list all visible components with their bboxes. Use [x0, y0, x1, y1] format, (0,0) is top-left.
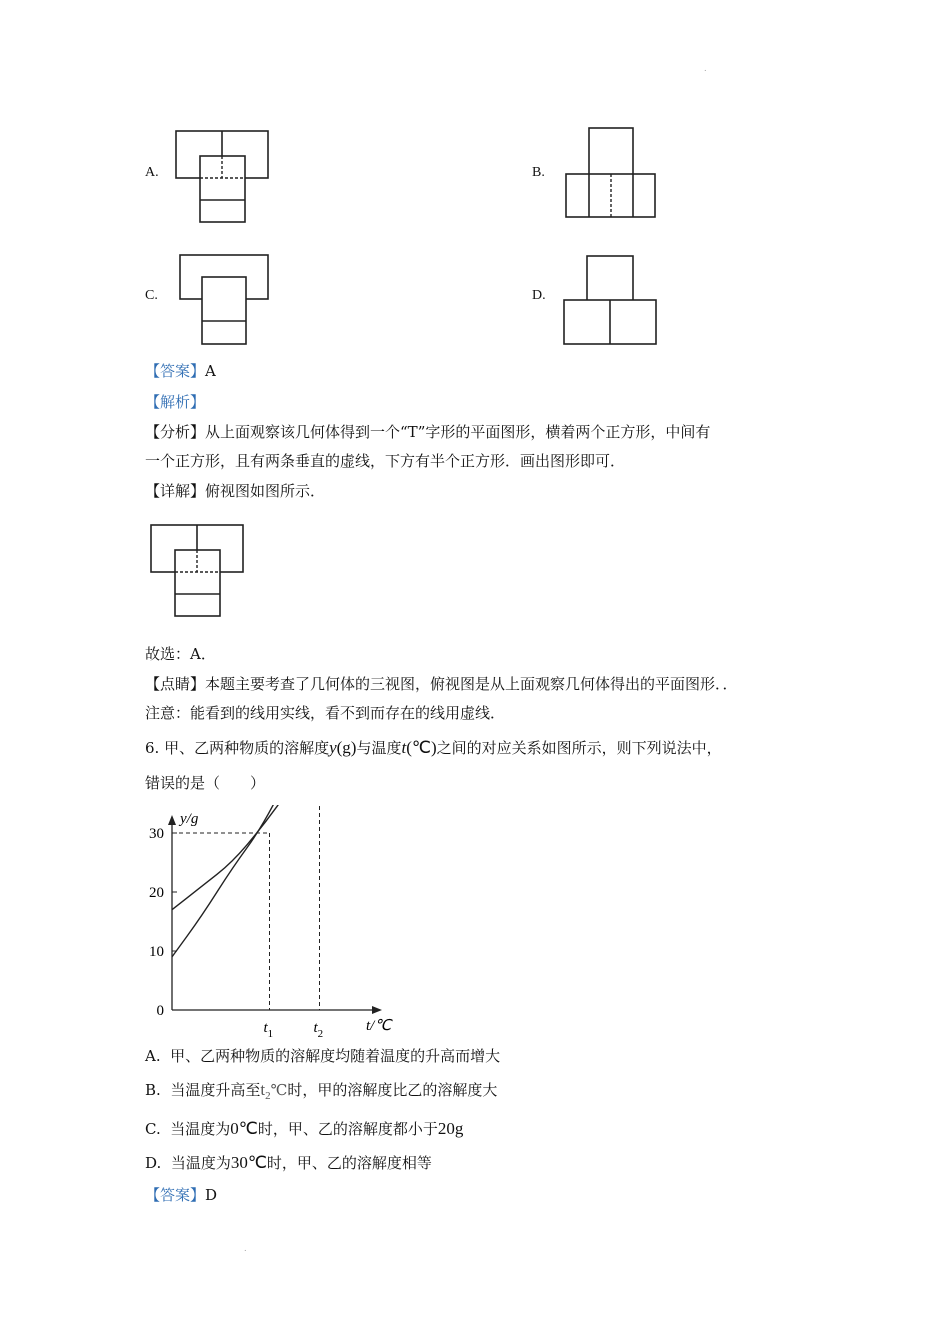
- q6-option-a-text: 甲、乙两种物质的溶解度均随着温度的升高而增大: [170, 1047, 501, 1065]
- series-line-jia: [172, 805, 352, 957]
- q6-option-d-label: D.: [145, 1154, 162, 1172]
- guxuan-line: 故选：A．: [145, 645, 216, 663]
- q6-option-b-label: B.: [145, 1081, 161, 1099]
- option-b-figure: [562, 126, 660, 221]
- dianjing-line2: 注意：能看到的线用实线，看不到而存在的线用虚线．: [145, 704, 506, 722]
- q6-option-b-post: 时，甲的溶解度比乙的溶解度大: [287, 1081, 498, 1099]
- answer-tag: 【答案】: [145, 362, 206, 380]
- option-d-label: D.: [532, 288, 546, 303]
- xiangjie-line: [145, 480, 325, 502]
- header-mark: .: [704, 64, 707, 73]
- y-tick-label-0: 0: [156, 1003, 164, 1019]
- q6-option-d-post: 时，甲、乙的溶解度相等: [266, 1154, 432, 1172]
- q6-option-c-math2: 20g: [437, 1119, 464, 1138]
- option-d-figure: [560, 253, 660, 347]
- option-c-label: C.: [145, 288, 158, 303]
- dianjing-line1: [145, 673, 738, 695]
- x-tick-label-2: $t_2$: [313, 1020, 324, 1037]
- fenxi-line1: [145, 421, 710, 443]
- q6-option-b: [145, 1079, 497, 1107]
- fenxi-tag: 【分析】: [145, 423, 206, 441]
- q6-prefix: 6. 甲、乙两种物质的溶解度: [145, 739, 330, 757]
- q6-suffix: 之间的对应关系如图所示，则下列说法中，: [436, 739, 722, 757]
- q6-t-symbol: t: [401, 738, 407, 757]
- q6-option-d-math: 30℃: [230, 1153, 267, 1172]
- x-axis-arrow: [372, 1006, 382, 1014]
- q6-option-d-pre: 当温度为: [170, 1154, 231, 1172]
- dianjing-text1: 本题主要考查了几何体的三视图，俯视图是从上面观察几何体得出的平面图形．．: [205, 675, 738, 693]
- q6-option-a: [145, 1045, 500, 1067]
- y-axis-label: y/g: [180, 811, 199, 827]
- q6-option-c-math: 0℃: [230, 1119, 258, 1138]
- solution-figure: [147, 522, 247, 620]
- y-tick-label-20: 20: [149, 885, 164, 901]
- dianjing-tag: 【点睛】: [145, 675, 206, 693]
- xiangjie-text: 俯视图如图所示．: [205, 482, 326, 500]
- q6-option-c-mid: 时，甲、乙的溶解度都小于: [257, 1120, 438, 1138]
- option-a-figure: [172, 128, 272, 226]
- answer-value: A: [205, 362, 216, 380]
- x-axis-label: t/℃: [366, 1018, 392, 1034]
- question6-line2: 错误的是（ ）: [145, 774, 266, 792]
- q6-option-b-unit: ℃: [270, 1081, 288, 1099]
- question6-line1: [145, 737, 722, 759]
- q6-y-symbol: y: [329, 738, 337, 757]
- x-tick-label-1: $t_1$: [263, 1020, 274, 1037]
- option-b-label: B.: [532, 165, 545, 180]
- q6-option-b-math: t: [260, 1080, 266, 1099]
- y-tick-label-10: 10: [149, 944, 164, 960]
- analysis-heading: [145, 391, 205, 413]
- q6-mid: 与温度: [356, 739, 402, 757]
- q6-option-b-pre: 当温度升高至: [170, 1081, 261, 1099]
- q6-option-c-label: C.: [145, 1120, 161, 1138]
- answer6-tag: 【答案】: [145, 1186, 206, 1204]
- q6-option-d: [145, 1152, 432, 1174]
- y-tick-label-30: 30: [149, 826, 164, 842]
- answer-6: [145, 1184, 217, 1206]
- q6-t-unit: (℃): [406, 738, 437, 757]
- q6-option-b-sub: 2: [265, 1090, 271, 1102]
- q6-option-c: [145, 1118, 463, 1140]
- xiangjie-tag: 【详解】: [145, 482, 206, 500]
- answer-5: [145, 360, 216, 382]
- q6-option-c-pre: 当温度为: [170, 1120, 231, 1138]
- option-a-label: A.: [145, 165, 159, 180]
- fenxi-line2: 一个正方形，且有两条垂直的虚线，下方有半个正方形．画出图形即可．: [145, 452, 626, 470]
- series-line-yi: [172, 805, 352, 910]
- answer6-value: D: [205, 1186, 218, 1204]
- y-axis-arrow: [168, 815, 176, 825]
- footer-mark: .: [244, 1244, 247, 1253]
- solubility-chart: [140, 805, 400, 1037]
- fenxi-text1: 从上面观察该几何体得到一个“T”字形的平面图形，横着两个正方形，中间有: [205, 423, 711, 441]
- q6-option-a-label: A.: [145, 1047, 161, 1065]
- analysis-tag: 【解析】: [145, 393, 206, 411]
- q6-y-unit: (g): [336, 738, 357, 757]
- option-c-figure: [176, 252, 272, 348]
